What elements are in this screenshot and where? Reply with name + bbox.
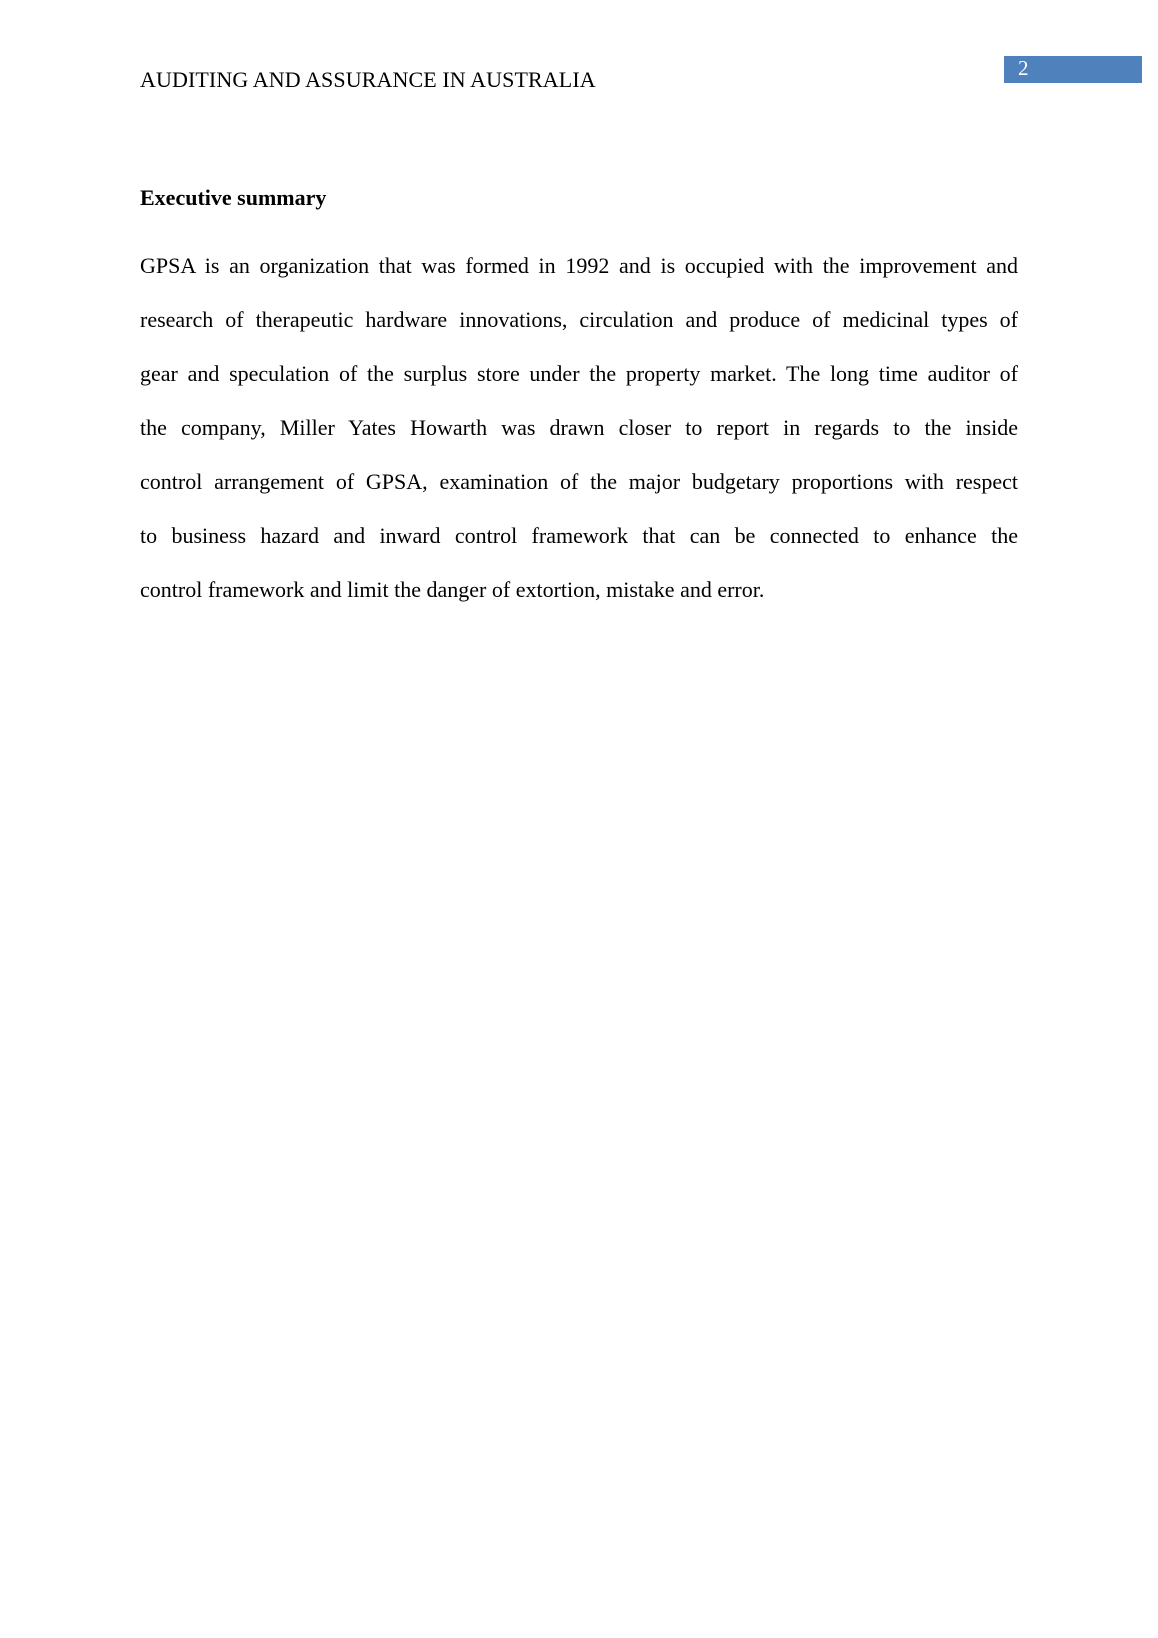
running-head-title: AUDITING AND ASSURANCE IN AUSTRALIA <box>140 67 596 92</box>
paragraph-line: research of therapeutic hardware innovations, circulation and produce of medicinal types of <box>140 307 1018 332</box>
paragraph-line: to business hazard and inward control framework that can be connected to enhance the <box>140 523 1018 548</box>
paragraph-line: gear and speculation of the surplus store under the property market. The long time auditor of <box>140 361 1018 386</box>
executive-summary-paragraph <box>140 239 1018 617</box>
page-number-badge <box>1004 56 1142 83</box>
paragraph-line: control framework and limit the danger of extortion, mistake and error. <box>140 577 765 602</box>
paragraph-line: GPSA is an organization that was formed in 1992 and is occupied with the improvement and <box>140 253 1018 278</box>
section-heading: Executive summary <box>140 185 327 210</box>
paragraph-line: the company, Miller Yates Howarth was drawn closer to report in regards to the inside <box>140 415 1018 440</box>
page-number: 2 <box>1018 56 1029 80</box>
paragraph-line: control arrangement of GPSA, examination of the major budgetary proportions with respect <box>140 469 1018 494</box>
